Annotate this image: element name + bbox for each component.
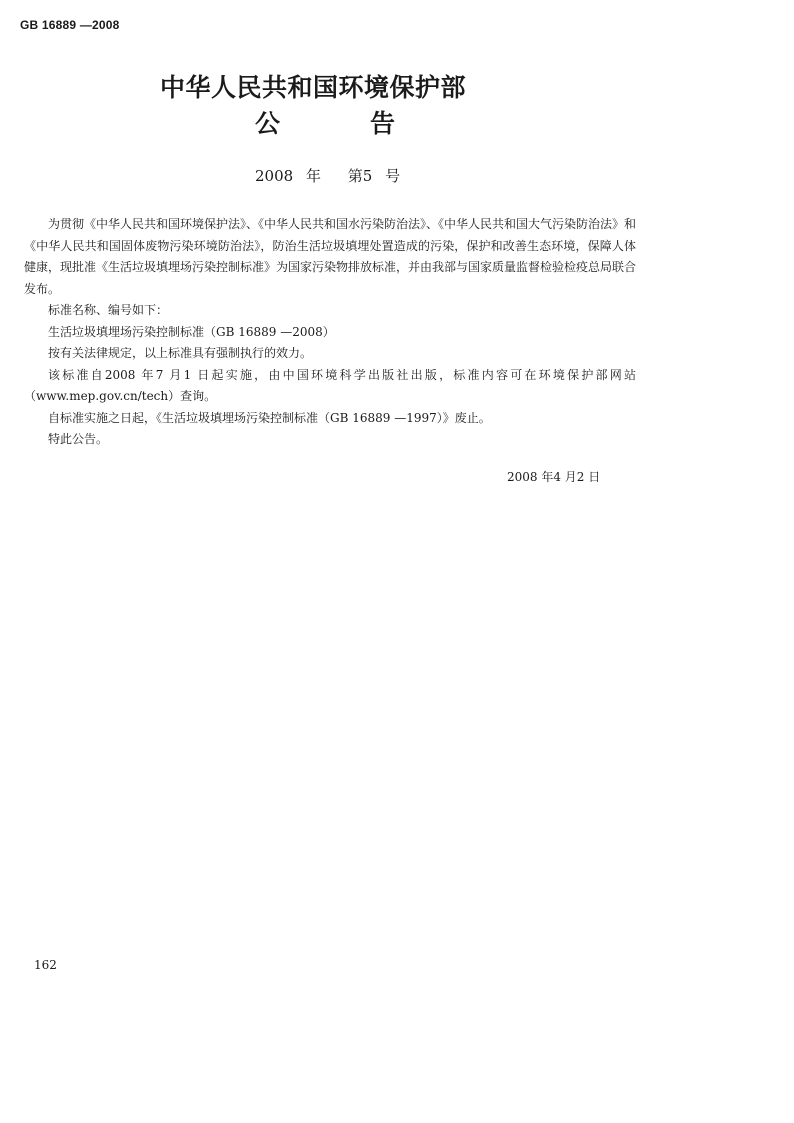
paragraph-1: 为贯彻《中华人民共和国环境保护法》、《中华人民共和国水污染防治法》、《中华人民共和国大气污染防治法》和《中华人民共和国固体废物污染环境防治法》，防治生活垃圾填埋处置造成的污染，保护和改善生态环境，保障人体健康，现批准《生活垃圾填埋场污染控制标准》为国家污染物排放标准，并由我部与国家质量监督检验检疫总局联合发布。 [24, 217, 637, 296]
paragraph-7: 特此公告。 [48, 432, 109, 446]
issue-year-unit: 年 [305, 167, 321, 185]
paragraph-3: 生活垃圾填埋场污染控制标准（GB 16889 —2008） [48, 324, 335, 339]
issue-number [255, 165, 400, 186]
notice-title: 中华人民共和国环境保护部 [160, 73, 467, 102]
notice-subtitle: 公告 [255, 109, 486, 138]
issue-year: 2008 [255, 167, 294, 185]
paragraph-6: 自标准实施之日起，《生活垃圾填埋场污染控制标准（GB 16889 —1997）》废止。 [48, 410, 491, 425]
issue-number-unit: 号 [385, 167, 401, 185]
page-number: 162 [34, 958, 57, 972]
paragraph-2: 标准名称、编号如下： [48, 303, 169, 317]
paragraph-4: 按有关法律规定，以上标准具有强制执行的效力。 [48, 346, 313, 360]
standard-code: GB 16889 —2008 [20, 18, 120, 32]
paragraph-5: 该标准自2008 年7 月1 日起实施，由中国环境科学出版社出版，标准内容可在环境保护部网站（www.mep.gov.cn/tech）查询。 [24, 367, 636, 403]
notice-body [24, 214, 636, 451]
notice-date: 2008 年4 月2 日 [507, 470, 601, 484]
issue-number-prefix: 第5 [347, 167, 373, 185]
